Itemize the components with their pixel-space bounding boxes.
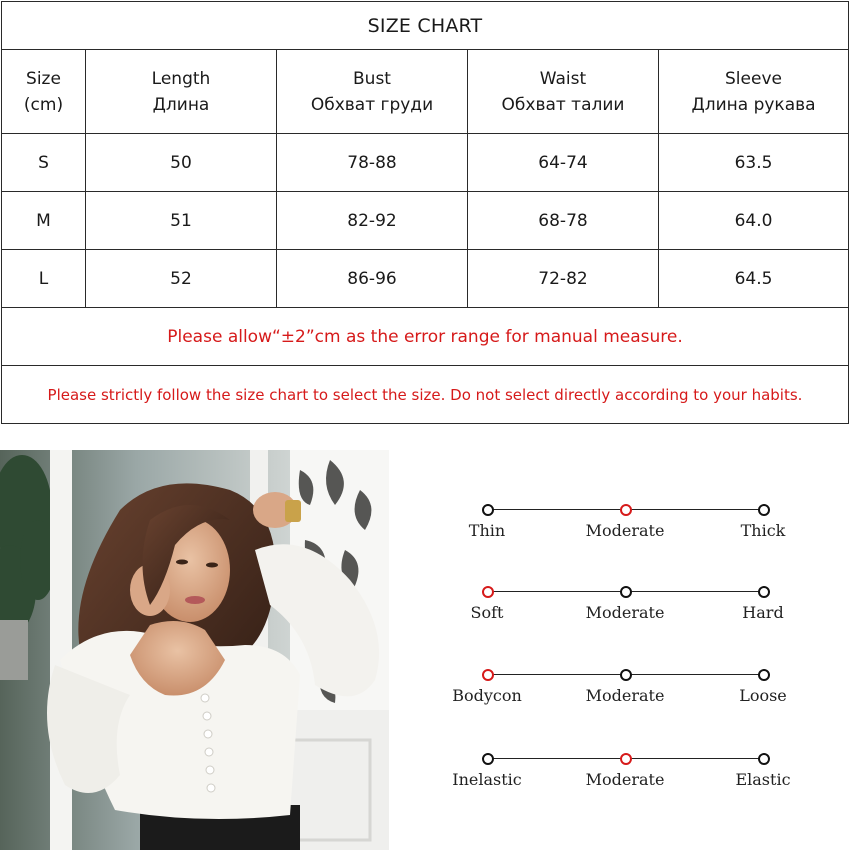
cell-size: S — [2, 134, 86, 192]
scale-label: Thin — [468, 521, 506, 540]
cell-size: M — [2, 192, 86, 250]
scale-softness — [440, 572, 820, 632]
scale-dot — [620, 586, 632, 598]
scale-label: Soft — [470, 603, 504, 622]
cell-sleeve: 63.5 — [659, 134, 849, 192]
scale-label: Moderate — [585, 521, 665, 540]
header-size-en: Size — [26, 68, 61, 89]
scale-dot — [482, 753, 494, 765]
scale-label: Bodycon — [452, 686, 522, 705]
scale-label: Moderate — [585, 686, 665, 705]
header-waist — [468, 50, 659, 134]
cell-sleeve: 64.0 — [659, 192, 849, 250]
cell-bust: 86-96 — [277, 250, 468, 308]
scale-dot — [620, 669, 632, 681]
scale-dot — [758, 586, 770, 598]
scale-label: Loose — [739, 686, 787, 705]
header-waist-ru: Обхват талии — [501, 94, 625, 115]
note-row-follow — [2, 366, 849, 424]
scale-label: Hard — [742, 603, 784, 622]
cell-length: 52 — [86, 250, 277, 308]
cell-length: 51 — [86, 192, 277, 250]
follow-chart-note: Please strictly follow the size chart to select the size. Do not select directly according to your habits. — [2, 366, 849, 424]
note-row-error — [2, 308, 849, 366]
header-row — [2, 50, 849, 134]
fabric-property-scales — [440, 480, 820, 820]
product-photo — [0, 450, 389, 850]
scale-dot — [758, 669, 770, 681]
scale-fit — [440, 655, 820, 715]
scale-dot — [758, 753, 770, 765]
header-sleeve-ru: Длина рукава — [691, 94, 816, 115]
scale-dot-selected — [482, 669, 494, 681]
scale-dot-selected — [620, 753, 632, 765]
header-waist-en: Waist — [539, 68, 587, 89]
model-illustration — [0, 450, 389, 850]
scale-label: Inelastic — [452, 770, 522, 789]
header-size-unit: (cm) — [23, 94, 64, 115]
error-range-note: Please allow“±2”cm as the error range for manual measure. — [2, 308, 849, 366]
scale-dot-selected — [482, 586, 494, 598]
scale-label: Elastic — [735, 770, 791, 789]
cell-bust: 82-92 — [277, 192, 468, 250]
cell-sleeve: 64.5 — [659, 250, 849, 308]
size-chart-title: SIZE CHART — [2, 2, 849, 50]
header-length-en: Length — [151, 68, 211, 89]
header-bust — [277, 50, 468, 134]
header-size — [2, 50, 86, 134]
scale-dot-selected — [620, 504, 632, 516]
cell-bust: 78-88 — [277, 134, 468, 192]
scale-dot — [758, 504, 770, 516]
header-length-ru: Длина — [152, 94, 210, 115]
scale-thickness — [440, 490, 820, 550]
table-row-s — [2, 134, 849, 192]
scale-elasticity — [440, 739, 820, 799]
scale-label: Moderate — [585, 603, 665, 622]
cell-waist: 68-78 — [468, 192, 659, 250]
header-sleeve — [659, 50, 849, 134]
header-sleeve-en: Sleeve — [725, 68, 782, 89]
cell-length: 50 — [86, 134, 277, 192]
header-bust-ru: Обхват груди — [310, 94, 434, 115]
cell-waist: 72-82 — [468, 250, 659, 308]
cell-waist: 64-74 — [468, 134, 659, 192]
scale-dot — [482, 504, 494, 516]
scale-label: Thick — [740, 521, 786, 540]
scale-label: Moderate — [585, 770, 665, 789]
header-bust-en: Bust — [353, 68, 391, 89]
table-row-l — [2, 250, 849, 308]
cell-size: L — [2, 250, 86, 308]
table-row-m — [2, 192, 849, 250]
size-chart-table — [1, 1, 849, 424]
header-length — [86, 50, 277, 134]
